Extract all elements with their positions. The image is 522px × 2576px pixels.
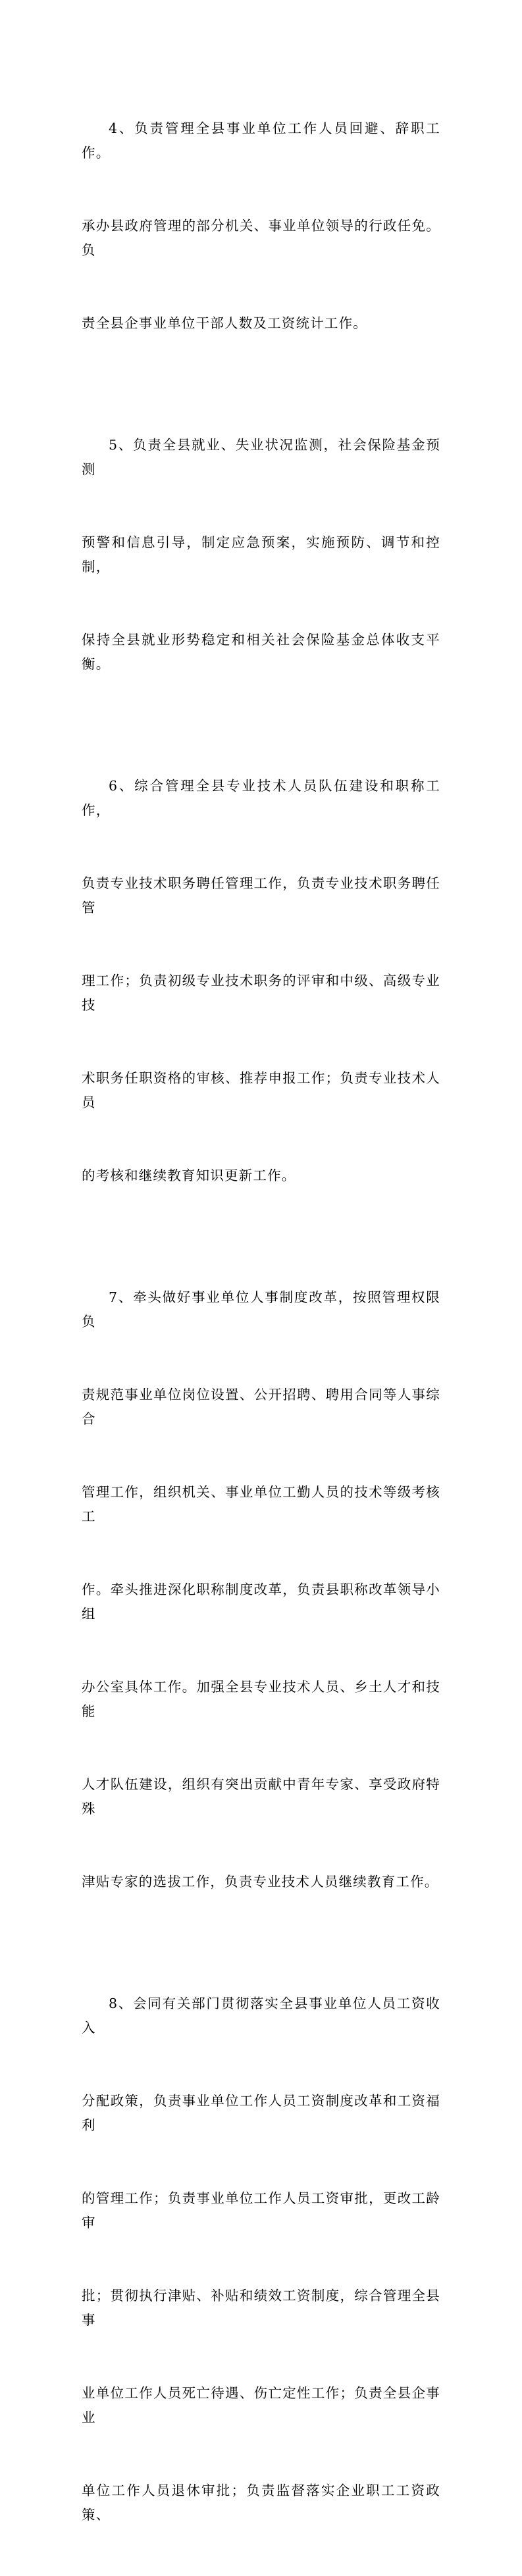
paragraph-item-4 xyxy=(82,68,440,384)
text-line: 预警和信息引导，制定应急预案，实施预防、调节和控制， xyxy=(82,534,440,575)
document-page xyxy=(82,68,440,2576)
paragraph-item-6 xyxy=(82,725,440,1237)
text-line: 津贴专家的选拔工作，负责专业技术人员继续教育工作。 xyxy=(82,1874,439,1890)
text-line: 8、会同有关部门贯彻落实全县事业单位人员工资收入 xyxy=(82,1996,440,2036)
text-line: 5、负责全县就业、失业状况监测，社会保险基金预测 xyxy=(82,437,440,477)
text-line: 批；贯彻执行津贴、补贴和绩效工资制度，综合管理全县事 xyxy=(82,2288,440,2328)
text-line: 管理工作，组织机关、事业单位工勤人员的技术等级考核工 xyxy=(82,1484,440,1524)
text-line: 6、综合管理全县专业技术人员队伍建设和职称工作， xyxy=(82,778,440,818)
text-line: 理工作；负责初级专业技术职务的评审和中级、高级专业技 xyxy=(82,973,440,1013)
paragraph-item-5 xyxy=(82,384,440,725)
text-line: 的考核和继续教育知识更新工作。 xyxy=(82,1168,296,1183)
text-line: 作。牵头推进深化职称制度改革，负责县职称改革领导小组 xyxy=(82,1582,440,1622)
text-line: 业单位工作人员死亡待遇、伤亡定性工作；负责全县企事业 xyxy=(82,2385,440,2425)
text-line: 单位工作人员退休审批；负责监督落实企业职工工资政策、 xyxy=(82,2483,440,2523)
text-line: 人才队伍建设，组织有突出贡献中青年专家、享受政府特殊 xyxy=(82,1776,440,1816)
text-line: 4、负责管理全县事业单位工作人员回避、辞职工作。 xyxy=(82,120,440,161)
text-line: 责全县企事业单位干部人数及工资统计工作。 xyxy=(82,315,367,331)
text-line: 分配政策，负责事业单位工作人员工资制度改革和工资福利 xyxy=(82,2093,440,2133)
text-line: 办公室具体工作。加强全县专业技术人员、乡土人才和技能 xyxy=(82,1679,440,1719)
text-line: 术职务任职资格的审核、推荐申报工作；负责专业技术人员 xyxy=(82,1070,440,1110)
paragraph-item-7 xyxy=(82,1237,440,1943)
text-line: 责规范事业单位岗位设置、公开招聘、聘用合同等人事综合 xyxy=(82,1387,440,1427)
text-line: 7、牵头做好事业单位人事制度改革，按照管理权限负 xyxy=(82,1289,440,1329)
text-line: 的管理工作；负责事业单位工作人员工资审批，更改工龄审 xyxy=(82,2190,440,2230)
text-line: 承办县政府管理的部分机关、事业单位领导的行政任免。负 xyxy=(82,218,440,258)
paragraph-item-8 xyxy=(82,1943,440,2576)
text-line: 负责专业技术职务聘任管理工作，负责专业技术职务聘任管 xyxy=(82,875,440,915)
text-line: 保持全县就业形势稳定和相关社会保险基金总体收支平衡。 xyxy=(82,632,440,672)
